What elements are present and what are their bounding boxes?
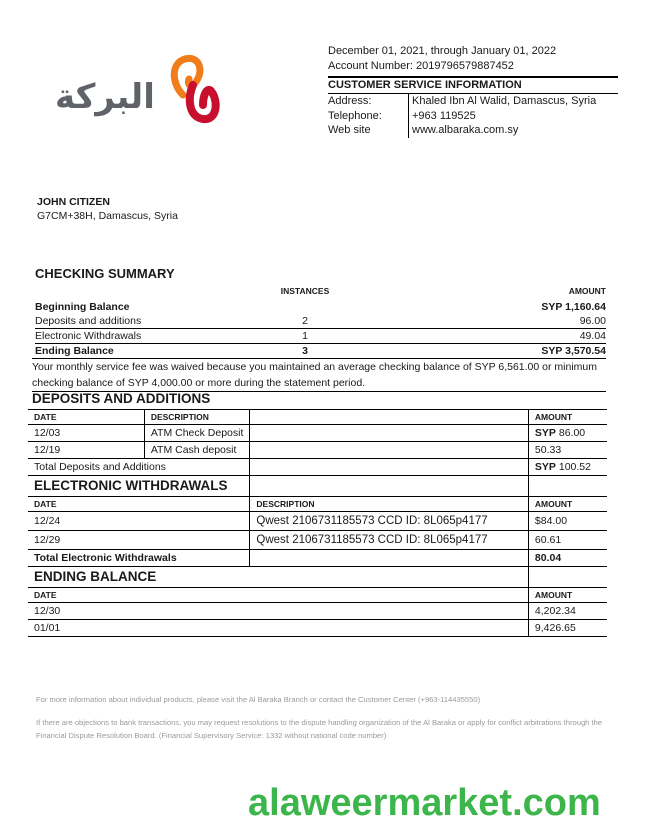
deposit-date: 12/03 [28,425,144,442]
transactions-table [28,389,607,637]
withdrawals-title-row [28,476,607,497]
ending-balance-title-row [28,567,607,588]
deposit-amount [528,442,607,459]
logo-mark-icon [167,55,223,125]
contact-label: Telephone: [328,109,409,124]
withdrawal-row [28,512,607,531]
balance-amount: 9,426.65 [528,620,607,637]
date-header: DATE [28,497,250,512]
withdrawals-total-label: Total Electronic Withdrawals [28,550,250,567]
ending-balance-row [28,603,607,620]
description-header: DESCRIPTION [144,410,250,425]
deposits-total-row [28,459,607,476]
summary-header-row [35,284,606,298]
empty-cell [528,476,607,497]
summary-label: Electronic Withdrawals [35,330,142,342]
deposit-description: ATM Check Deposit [144,425,250,442]
ending-balance-header-row [28,588,607,603]
summary-row [35,300,606,314]
summary-label: Ending Balance [35,345,114,357]
footer-notes [36,693,616,742]
contact-row-telephone [328,109,618,124]
ending-balance-title: ENDING BALANCE [28,567,528,588]
amount-header: AMOUNT [528,497,607,512]
empty-cell [250,410,529,425]
bank-logo [55,55,225,130]
contact-label: Address: [328,94,409,109]
date-header: DATE [28,410,144,425]
date-header: DATE [28,588,528,603]
summary-row [35,314,606,328]
balance-date: 12/30 [28,603,528,620]
account-number: Account Number: 2019796579887452 [328,60,514,72]
deposit-description: ATM Cash deposit [144,442,250,459]
amount-value: 100.52 [558,461,591,473]
withdrawal-amount: $84.00 [528,512,607,531]
withdrawals-total-row [28,550,607,567]
contact-label: Web site [328,123,409,138]
summary-instances: 2 [302,315,308,327]
amount-value: 86.00 [558,427,586,439]
summary-instances: 1 [302,330,308,342]
withdrawal-description: Qwest 2106731185573 CCD ID: 8L065p4177 [250,512,529,531]
withdrawal-amount: 60.61 [528,531,607,550]
deposit-row [28,425,607,442]
contact-value: +963 119525 [412,109,476,122]
summary-label: Beginning Balance [35,301,130,313]
deposits-total-label: Total Deposits and Additions [28,459,250,476]
amount-header: AMOUNT [528,410,607,425]
watermark-text: alaweermarket.com [248,782,601,824]
withdrawals-total-amount: 80.04 [528,550,607,567]
footer-info-line: For more information about individual products, please visit the Al Baraka Branch or contact the Customer Center (+963-114435550) [36,695,481,704]
deposits-title: DEPOSITS AND ADDITIONS [28,389,607,410]
logo-arabic-text: البركة [55,77,155,117]
currency-label: SYP [534,461,556,473]
deposit-date: 12/19 [28,442,144,459]
deposit-amount [528,425,607,442]
withdrawal-date: 12/24 [28,512,250,531]
customer-name: JOHN CITIZEN [37,196,110,208]
checking-summary-title: CHECKING SUMMARY [35,266,175,281]
summary-row [35,343,606,358]
deposits-header-row [28,410,607,425]
deposit-row [28,442,607,459]
statement-period: December 01, 2021, through January 01, 2022 [328,45,557,57]
empty-cell [250,425,529,442]
withdrawal-description: Qwest 2106731185573 CCD ID: 8L065p4177 [250,531,529,550]
empty-cell [250,459,529,476]
amount-value: 50.33 [534,444,562,456]
summary-amount: 96.00 [579,315,606,327]
customer-address: G7CM+38H, Damascus, Syria [37,210,178,222]
withdrawal-date: 12/29 [28,531,250,550]
deposits-total-amount [528,459,607,476]
amount-header: AMOUNT [528,588,607,603]
balance-date: 01/01 [28,620,528,637]
empty-cell [528,567,607,588]
summary-label: Deposits and additions [35,315,142,327]
statement-header [328,44,618,138]
customer-service-title: CUSTOMER SERVICE INFORMATION [328,76,618,94]
footer-dispute-line: If there are objections to bank transactions, you may request resolutions to the dispute handling organization of the Al Baraka or apply for conflict arbitrations through the Financial Dispute Resolution Board. (Financial Supervisory Service: 1332 without national code number) [36,718,603,740]
summary-amount: SYP 1,160.64 [541,301,606,313]
service-fee-note: Your monthly service fee was waived because you maintained an average checking balance of SYP 6,561.00 or minimum checking balance of SYP 4,000.00 or more during the statement period. [32,358,606,392]
balance-amount: 4,202.34 [528,603,607,620]
withdrawal-row [28,531,607,550]
amount-header: AMOUNT [568,286,606,296]
summary-instances: 3 [302,345,308,357]
summary-amount: 49.04 [579,330,606,342]
withdrawals-header-row [28,497,607,512]
customer-block [37,195,178,223]
contact-row-address [328,94,618,109]
empty-cell [250,476,529,497]
contact-row-website [328,123,618,138]
deposits-title-row [28,389,607,410]
description-header: DESCRIPTION [250,497,529,512]
empty-cell [250,442,529,459]
contact-value: Khaled Ibn Al Walid, Damascus, Syria [412,95,597,107]
summary-row [35,328,606,343]
empty-cell [250,550,529,567]
withdrawals-title: ELECTRONIC WITHDRAWALS [28,476,250,497]
ending-balance-row [28,620,607,637]
website-link[interactable]: www.albaraka.com.sy [412,124,519,136]
summary-amount: SYP 3,570.54 [541,345,606,357]
checking-summary [32,266,606,392]
currency-label: SYP [534,427,556,439]
instances-header: INSTANCES [280,286,330,296]
